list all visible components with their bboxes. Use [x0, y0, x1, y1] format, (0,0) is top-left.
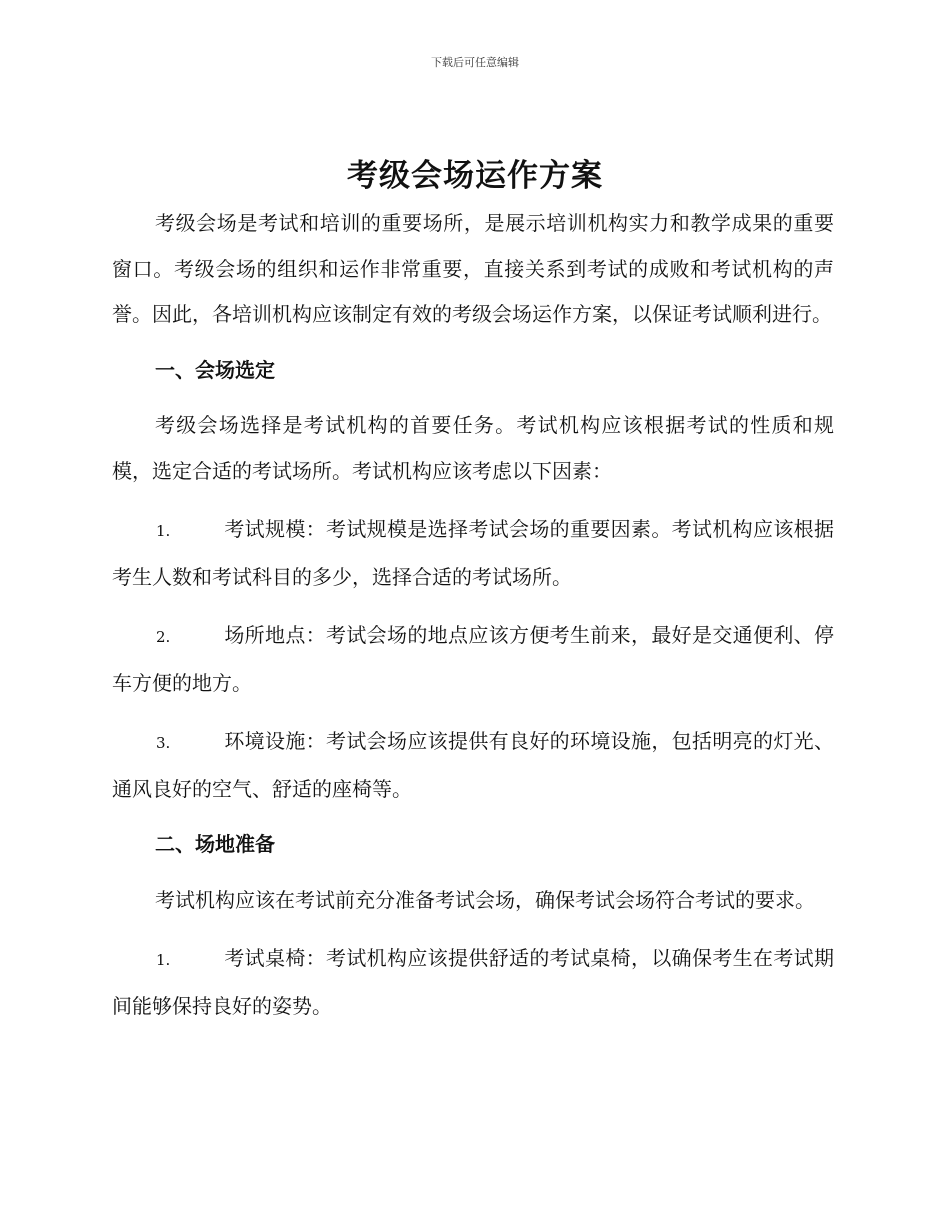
- section-heading-venue-preparation: 二、场地准备: [155, 832, 275, 856]
- list-item-text: 环境设施：考试会场应该提供有良好的环境设施，包括明亮的灯光、通风良好的空气、舒适的座椅等。: [112, 729, 834, 801]
- page-header-note: 下载后可任意编辑: [431, 56, 519, 69]
- section-paragraph-venue-selection: 考级会场选择是考试机构的首要任务。考试机构应该根据考试的性质和规模，选定合适的考试场所。考试机构应该考虑以下因素：: [112, 413, 834, 483]
- list-item-number: 3.: [156, 734, 171, 752]
- list-item: [112, 613, 834, 706]
- list-item-number: 1.: [156, 951, 171, 969]
- document-title: 考级会场运作方案: [347, 158, 603, 194]
- list-item-number: 2.: [156, 628, 171, 646]
- list-item-text: 场所地点：考试会场的地点应该方便考生前来，最好是交通便利、停车方便的地方。: [112, 623, 834, 695]
- section-paragraph-venue-preparation: 考试机构应该在考试前充分准备考试会场，确保考试会场符合考试的要求。: [155, 887, 815, 912]
- list-item: [112, 936, 834, 1029]
- list-item: [112, 719, 834, 812]
- section-heading-venue-selection: 一、会场选定: [155, 357, 275, 382]
- list-item-text: 考试规模：考试规模是选择考试会场的重要因素。考试机构应该根据考生人数和考试科目的多少，选择合适的考试场所。: [112, 517, 834, 589]
- document-body: [112, 201, 834, 1029]
- list-item: [112, 507, 834, 600]
- intro-paragraph: 考级会场是考试和培训的重要场所，是展示培训机构实力和教学成果的重要窗口。考级会场的组织和运作非常重要，直接关系到考试的成败和考试机构的声誉。因此，各培训机构应该制定有效的考级会场运作方案，以保证考试顺利进行。: [112, 211, 834, 326]
- list-item-text: 考试桌椅：考试机构应该提供舒适的考试桌椅，以确保考生在考试期间能够保持良好的姿势。: [112, 946, 834, 1018]
- list-item-number: 1.: [156, 522, 171, 540]
